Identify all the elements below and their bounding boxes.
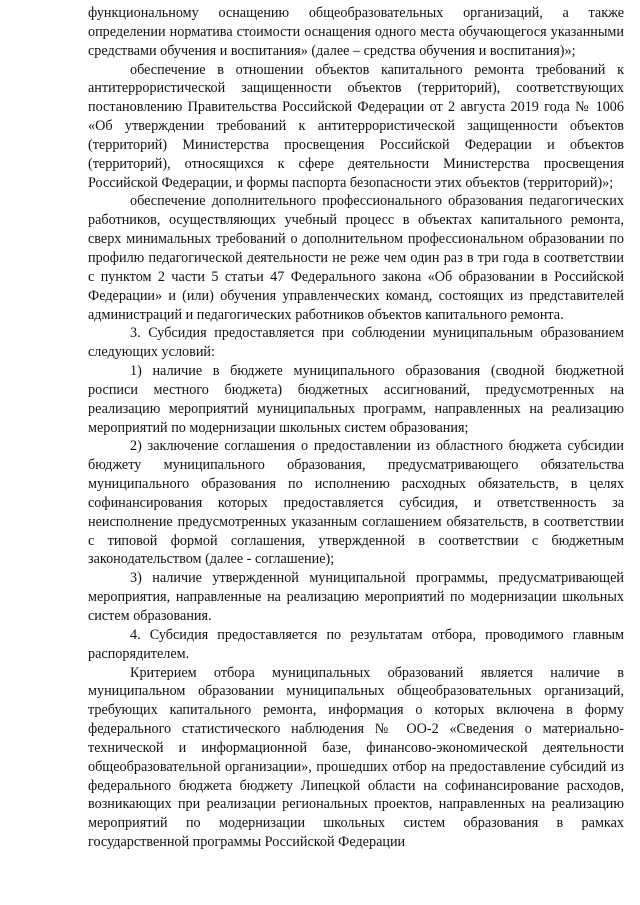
paragraph-equipment-standard: функциональному оснащению общеобразовательных организаций, а также определении норматива стоимости оснащения одного места обучающегося указанными средствами обучения и воспитания» (далее – средства обучения и воспитания)»; <box>88 5 624 59</box>
document-page <box>88 4 624 852</box>
paragraph-antiterror-requirements: обеспечение в отношении объектов капитального ремонта требований к антитеррористической защищенности объектов (территорий), соответствующих постановлению Правительства Российской Федерации от 2 августа 2019 года № 1006 «Об утверждении требований к антитеррористической защищенности объектов (территорий) Министерства просвещения Российской Федерации и объектов (территорий), относящихся к сфере деятельности Министерства просвещения Российской Федерации, и формы паспорта безопасности этих объектов (территорий)»; <box>88 61 624 191</box>
paragraph-condition-3: 3) наличие утвержденной муниципальной программы, предусматривающей мероприятия, направленные на реализацию мероприятий по модернизации школьных систем образования. <box>88 570 624 624</box>
paragraph-condition-2: 2) заключение соглашения о предоставлении из областного бюджета субсидии бюджету муниципального образования, предусматривающего обязательства муниципального образования по исполнению расходных обязательств, в целях софинансирования которых предоставляется субсидия, и ответственность за неисполнение предусмотренных указанным соглашением обязательств, в соответствии с типовой формой соглашения, утвержденной в соответствии с бюджетным законодательством (далее - соглашение); <box>88 438 624 568</box>
paragraph-selection-criterion: Критерием отбора муниципальных образований является наличие в муниципальном образовании муниципальных общеобразовательных организаций, требующих капитального ремонта, информация о которых включена в форму федерального статистического наблюдения № ОО-2 «Сведения о материально-технической и информационной базе, финансово-экономической деятельности общеобразовательной организации», прошедших отбор на предоставление субсидий из федерального бюджета бюджету Липецкой области на софинансирование расходов, возникающих при реализации региональных проектов, направленных на реализацию мероприятий по модернизации школьных систем образования в рамках государственной программы Российской Федерации <box>88 664 624 851</box>
paragraph-condition-1: 1) наличие в бюджете муниципального образования (сводной бюджетной росписи местного бюджета) бюджетных ассигнований, предусмотренных на реализацию мероприятий муниципальных программ, направленных на реализацию мероприятий по модернизации школьных систем образования; <box>88 363 624 436</box>
paragraph-selection: 4. Субсидия предоставляется по результатам отбора, проводимого главным распорядителем. <box>88 626 624 662</box>
paragraph-teacher-training: обеспечение дополнительного профессионального образования педагогических работников, осуществляющих учебный процесс в объектах капитального ремонта, сверх минимальных требований о дополнительном профессиональном образовании по профилю педагогической деятельности не реже чем один раз в три года в соответствии с пунктом 2 части 5 статьи 47 Федерального закона «Об образовании в Российской Федерации» и (или) обучения управленческих команд, состоящих из представителей администраций и педагогических работников объектов капитального ремонта. <box>88 193 624 323</box>
paragraph-subsidy-conditions: 3. Субсидия предоставляется при соблюдении муниципальным образованием следующих условий: <box>88 325 624 361</box>
